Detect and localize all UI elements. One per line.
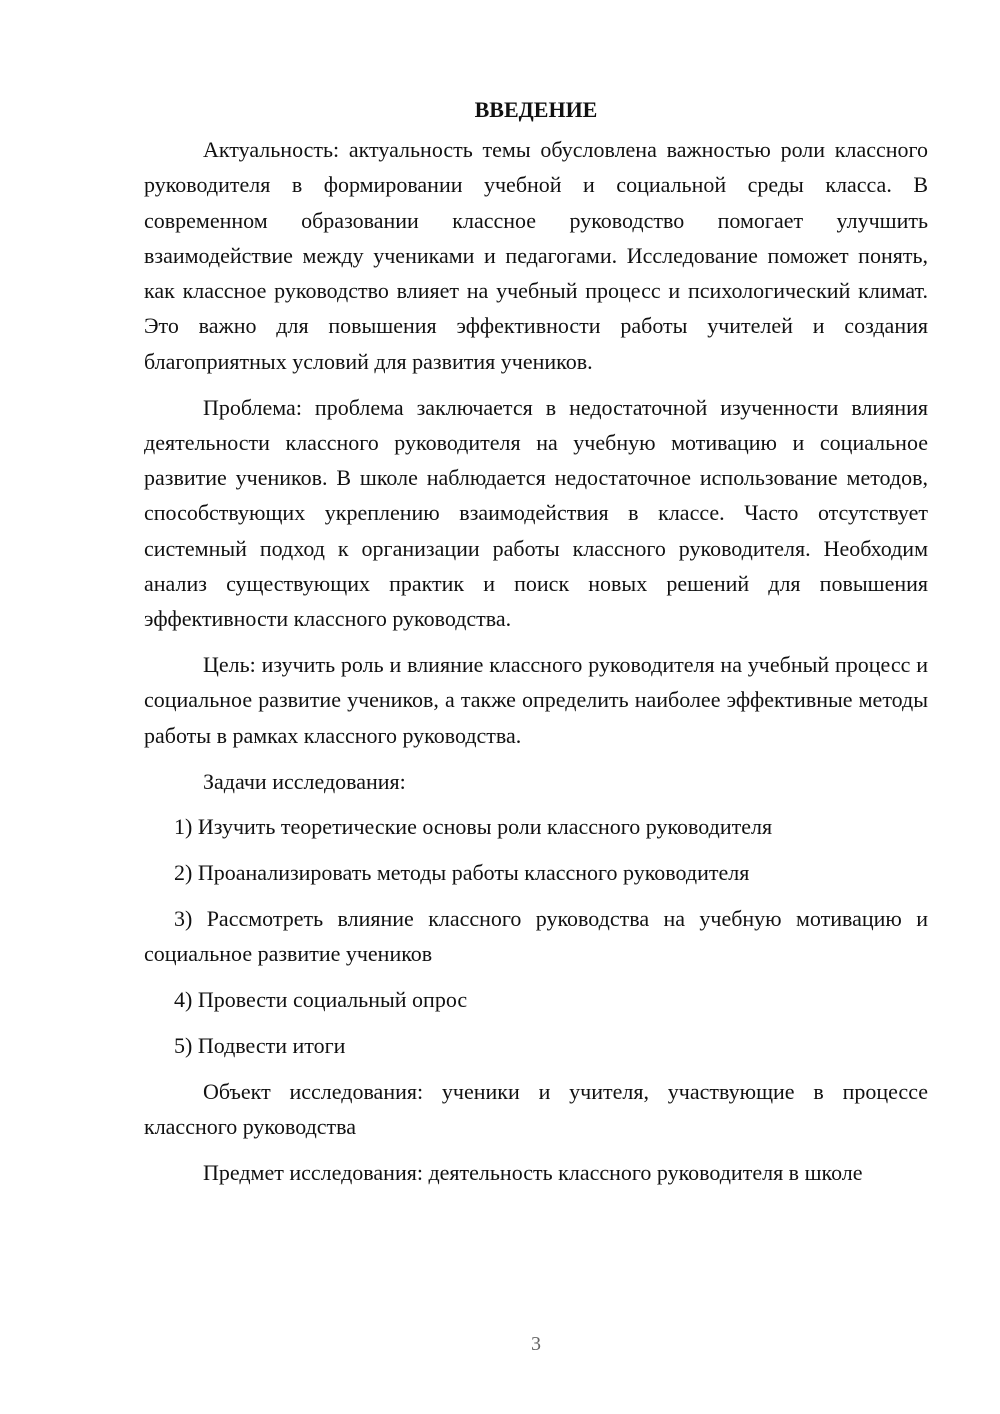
task-item-5: 5) Подвести итоги [174, 1032, 346, 1058]
goal-paragraph: Цель: изучить роль и влияние классного руководителя на учебный процесс и социальное развитие учеников, а также определить наиболее эффективные методы работы в рамках классного руководства. [144, 652, 928, 748]
problem-paragraph: Проблема: проблема заключается в недостаточной изученности влияния деятельности классного руководителя на учебную мотивацию и социальное развитие учеников. В школе наблюдается недостаточное использование методов, способствующих укреплению взаимодействия в классе. Часто отсутствует системный подход к организации работы классного руководителя. Необходим анализ существующих практик и поиск новых решений для повышения эффективности классного руководства. [144, 394, 928, 632]
task-item-3: 3) Рассмотреть влияние классного руководства на учебную мотивацию и социальное развитие учеников [144, 905, 928, 967]
relevance-paragraph: Актуальность: актуальность темы обусловлена важностью роли классного руководителя в формировании учебной и социальной среды класса. В современном образовании классное руководство помогает улучшить взаимодействие между учениками и педагогами. Исследование поможет понять, как классное руководство влияет на учебный процесс и психологический климат. Это важно для повышения эффективности работы учителей и создания благоприятных условий для развития учеников. [144, 137, 928, 374]
page-content [144, 94, 928, 1201]
task-item-2: 2) Проанализировать методы работы классного руководителя [174, 860, 750, 886]
page-number: 3 [531, 1333, 541, 1355]
task-item-4: 4) Провести социальный опрос [174, 987, 468, 1013]
tasks-heading: Задачи исследования: [203, 768, 406, 794]
section-title: ВВЕДЕНИЕ [474, 97, 598, 122]
research-subject-paragraph: Предмет исследования: деятельность классного руководителя в школе [203, 1159, 863, 1185]
task-item-1: 1) Изучить теоретические основы роли классного руководителя [174, 814, 773, 840]
research-object-paragraph: Объект исследования: ученики и учителя, участвующие в процессе классного руководства [144, 1078, 928, 1139]
